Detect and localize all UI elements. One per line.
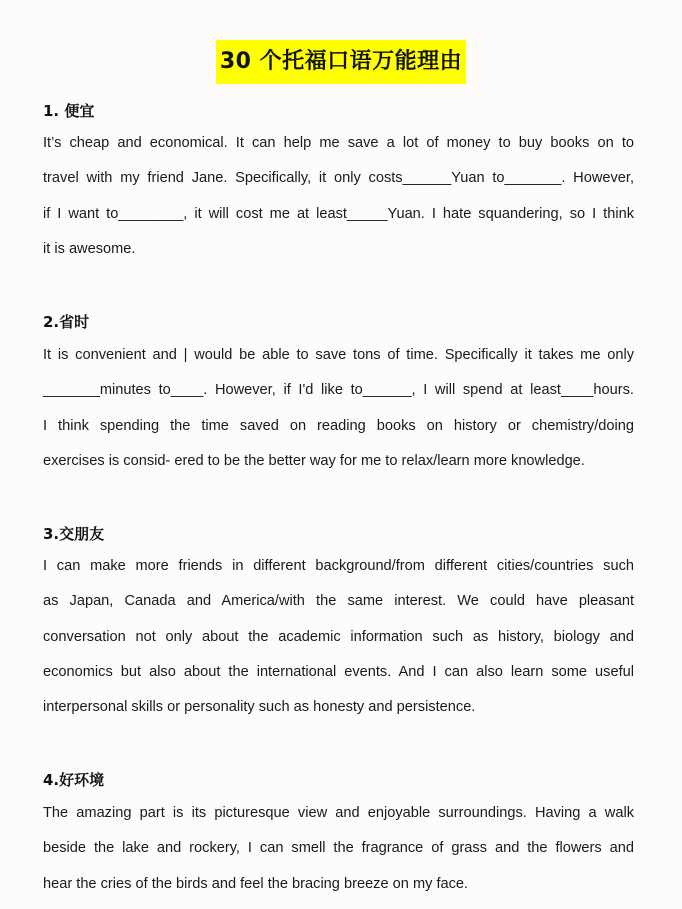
section-heading-3: 3.交朋友 bbox=[43, 525, 105, 543]
section-heading-4: 4.好环境 bbox=[43, 771, 105, 789]
paragraph-line: as Japan, Canada and America/with the same interest. We could have pleasant bbox=[43, 593, 634, 610]
paragraph-line: if I want to________, it will cost me at least_____Yuan. I hate squandering, so I think bbox=[43, 205, 634, 222]
paragraph-line: travel with my friend Jane. Specifically, it only costs______Yuan to_______. However, bbox=[43, 170, 634, 187]
title-wrapper bbox=[0, 40, 682, 84]
paragraph-line: economics but also about the international events. And I can also learn some useful bbox=[43, 663, 634, 680]
paragraph-line: The amazing part is its picturesque view and enjoyable surroundings. Having a walk bbox=[43, 805, 634, 821]
paragraph-line: it is awesome. bbox=[43, 240, 136, 257]
paragraph-line: conversation not only about the academic information such as history, biology and bbox=[43, 628, 634, 645]
paragraph-line: It’s cheap and economical. It can help me save a lot of money to buy books on to bbox=[43, 135, 634, 151]
section-paragraph-2 bbox=[43, 338, 634, 479]
paragraph-line: interpersonal skills or personality such as honesty and persistence. bbox=[43, 699, 476, 716]
paragraph-line: exercises is consid- ered to be the better way for me to relax/learn more knowledge. bbox=[43, 452, 585, 469]
section-heading-1: 1. 便宜 bbox=[43, 102, 95, 120]
paragraph-line: hear the cries of the birds and feel the bracing breeze on my face. bbox=[43, 875, 469, 892]
page-title: 30 个托福口语万能理由 bbox=[216, 40, 466, 84]
section-heading-2: 2.省时 bbox=[43, 313, 90, 331]
paragraph-line: beside the lake and rockery, I can smell the fragrance of grass and the flowers and bbox=[43, 840, 634, 857]
section-paragraph-3 bbox=[43, 549, 634, 725]
paragraph-line: It is convenient and | would be able to save tons of time. Specifically it takes me only bbox=[43, 347, 634, 363]
section-paragraph-4 bbox=[43, 796, 634, 902]
section-paragraph-1 bbox=[43, 126, 634, 267]
paragraph-line: I can make more friends in different background/from different cities/countries such bbox=[43, 558, 634, 574]
paragraph-line: _______minutes to____. However, if I'd like to______, I will spend at least____hours. bbox=[43, 382, 634, 399]
paragraph-line: I think spending the time saved on reading books on history or chemistry/doing bbox=[43, 417, 634, 434]
